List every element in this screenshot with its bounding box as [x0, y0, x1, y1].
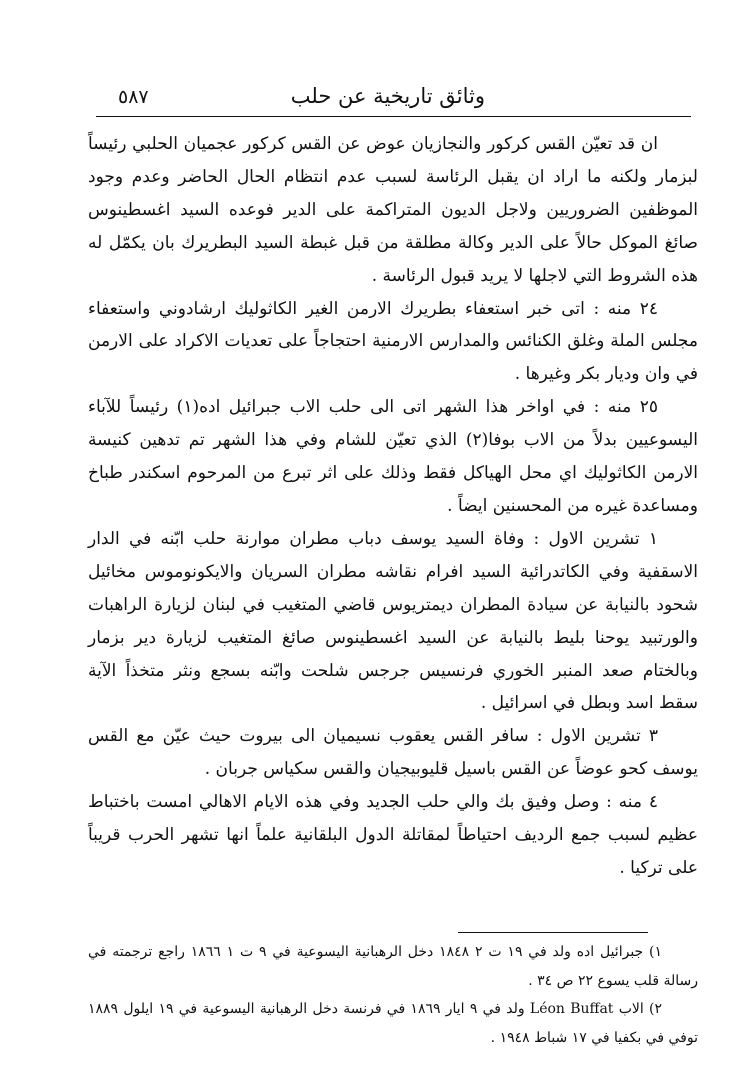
paragraph: ان قد تعيّن القس كركور والنجازيان عوض عن القس كركور عجميان الحلبي رئيساً لبزمار ولكنه ما اراد ان يقبل الرئاسة لسبب عدم انتظام الحال الحاضر وعدم وجود الموظفين الضروريين ولاجل الديون المتراكمة على الدير فوعده السيد اغسطينوس صائغ الموكل حالاً على الدير وكالة مطلقة من قبل غبطة السيد البطريرك بان يكمّل له هذه الشروط التي لاجلها لا يريد قبول الرئاسة . — [88, 134, 698, 286]
footnote-rule — [458, 932, 648, 933]
running-header-title: وثائق تاريخية عن حلب — [290, 84, 485, 108]
body-text — [88, 128, 698, 885]
footnote-prefix: ٢) الاب — [618, 1001, 662, 1017]
footnote — [88, 995, 698, 1052]
footnote-latin-name: Léon Buffat — [529, 1001, 614, 1017]
paragraph: ٢٥ منه : في اواخر هذا الشهر اتى الى حلب الاب جبرائيل اده(١) رئيساً للآباء اليسوعيين بدلاً من الاب بوفا(٢) الذي تعيّن للشام وفي هذا الشهر تم تدهين كنيسة الارمن الكاثوليك اي محل الهياكل فقط وذلك على اثر تبرع من المرحوم اسكندر طباخ ومساعدة غيره من المحسنين ايضاً . — [88, 397, 698, 516]
footnotes — [88, 938, 698, 1052]
paragraph: ٣ تشرين الاول : سافر القس يعقوب نسيميان الى بيروت حيث عيّن مع القس يوسف كحو عوضاً عن القس باسيل قليوبيجيان والقس سكياس جربان . — [88, 726, 698, 780]
footnote-suffix: ولد في ٩ ايار ١٨٦٩ في فرنسة دخل الرهبانية اليسوعية في ١٩ ايلول ١٨٨٩ توفي في بكفيا في ١٧ شباط ١٩٤٨ . — [88, 1001, 698, 1046]
footnote: ١) جبرائيل اده ولد في ١٩ ت ٢ ١٨٤٨ دخل الرهبانية اليسوعية في ٩ ت ١ ١٨٦٦ راجع ترجمته في رسالة قلب يسوع ٢٢ ص ٣٤ . — [88, 944, 698, 989]
page-number: ٥٨٧ — [118, 86, 149, 108]
paragraph: ١ تشرين الاول : وفاة السيد يوسف دباب مطران موارنة حلب ابّنه في الدار الاسقفية وفي الكاتدرائية السيد افرام نقاشه مطران السريان والايكونوموس مخائيل شحود بالنيابة عن سيادة المطران ديمتريوس قاضي المتغيب في لبنان لزيارة الراهبات والورتبيد يوحنا بليط بالنيابة عن السيد اغسطينوس صائغ المتغيب لزيارة دير بزمار وبالختام صعد المنبر الخوري فرنسيس جرجس شلحت وابّنه بسجع ونثر متخذاً الآية سقط اسد وبطل في اسرائيل . — [88, 528, 698, 714]
paragraph: ٢٤ منه : اتى خبر استعفاء بطريرك الارمن الغير الكاثوليك ارشادوني واستعفاء مجلس الملة وغلق الكنائس والمدارس الارمنية احتجاجاً على تعديات الاكراد على الارمن في وان وديار بكر وغيرها . — [88, 298, 698, 385]
paragraph: ٤ منه : وصل وفيق بك والي حلب الجديد وفي هذه الايام الاهالي امست باختباط عظيم لسبب جمع الرديف احتياطاً لمقاتلة الدول البلقانية علماً انها تشهر الحرب قريباً على تركيا . — [88, 792, 698, 878]
header-rule — [96, 116, 691, 117]
